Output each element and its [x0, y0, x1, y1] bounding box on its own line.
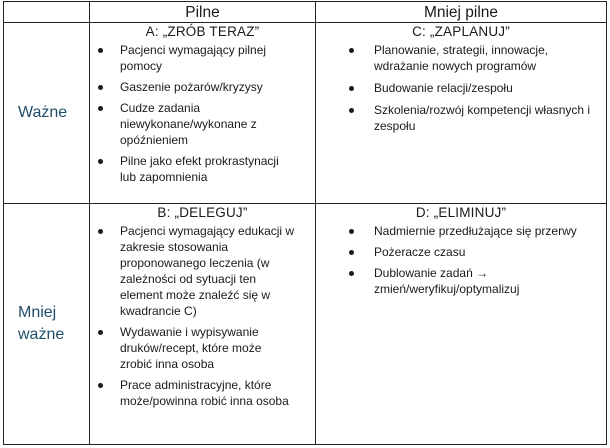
list-item: Dublowanie zadań → zmień/weryfikuj/optymalizuj: [374, 265, 602, 297]
quadrant-b-list: [120, 223, 296, 409]
row-label-less-important: Mniej ważne: [4, 204, 90, 445]
list-item: Pilne jako efekt prokrastynacji lub zapomnienia: [120, 153, 296, 185]
list-item: Wydawanie i wypisywanie druków/recept, które może zrobić inna osoba: [120, 324, 296, 372]
quadrant-d-list: [374, 223, 602, 297]
list-item: Cudze zadania niewykonane/wykonane z opóźnieniem: [120, 100, 296, 148]
row-label-important: Ważne: [4, 23, 90, 204]
column-header-urgent: Pilne: [90, 2, 316, 23]
quadrant-d: [316, 204, 607, 445]
corner-cell: [4, 2, 90, 23]
quadrant-b: [90, 204, 316, 445]
list-item: Pożeracze czasu: [374, 244, 602, 260]
list-item: Pacjenci wymagający pilnej pomocy: [120, 42, 296, 74]
header-row: [4, 2, 607, 23]
list-item: Gaszenie pożarów/kryzysy: [120, 79, 296, 95]
column-header-less-urgent: Mniej pilne: [316, 2, 607, 23]
quadrant-c-list: [374, 42, 602, 134]
list-item: Planowanie, strategii, innowacje, wdrażanie nowych programów: [374, 42, 602, 74]
eisenhower-matrix: [3, 1, 607, 445]
row-less-important: [4, 204, 607, 445]
quadrant-a: [90, 23, 316, 204]
list-item: Prace administracyjne, które może/powinna robić inna osoba: [120, 377, 296, 409]
quadrant-d-title: D: „ELIMINUJ”: [415, 205, 507, 220]
row-important: [4, 23, 607, 204]
quadrant-a-list: [120, 42, 296, 185]
list-item: Szkolenia/rozwój kompetencji własnych i zespołu: [374, 102, 602, 134]
list-item: Pacjenci wymagający edukacji w zakresie stosowania proponowanego leczenia (w zależności od sytuacji ten element może znaleźć się w kwadrancie C): [120, 224, 295, 318]
list-item: Budowanie relacji/zespołu: [374, 80, 602, 96]
quadrant-b-title: B: „DELEGUJ”: [157, 205, 248, 220]
quadrant-c: [316, 23, 607, 204]
quadrant-c-title: C: „ZAPLANUJ”: [412, 24, 510, 39]
quadrant-a-title: A: „ZRÓB TERAZ”: [145, 24, 260, 39]
list-item: Nadmiernie przedłużające się przerwy: [374, 223, 602, 239]
